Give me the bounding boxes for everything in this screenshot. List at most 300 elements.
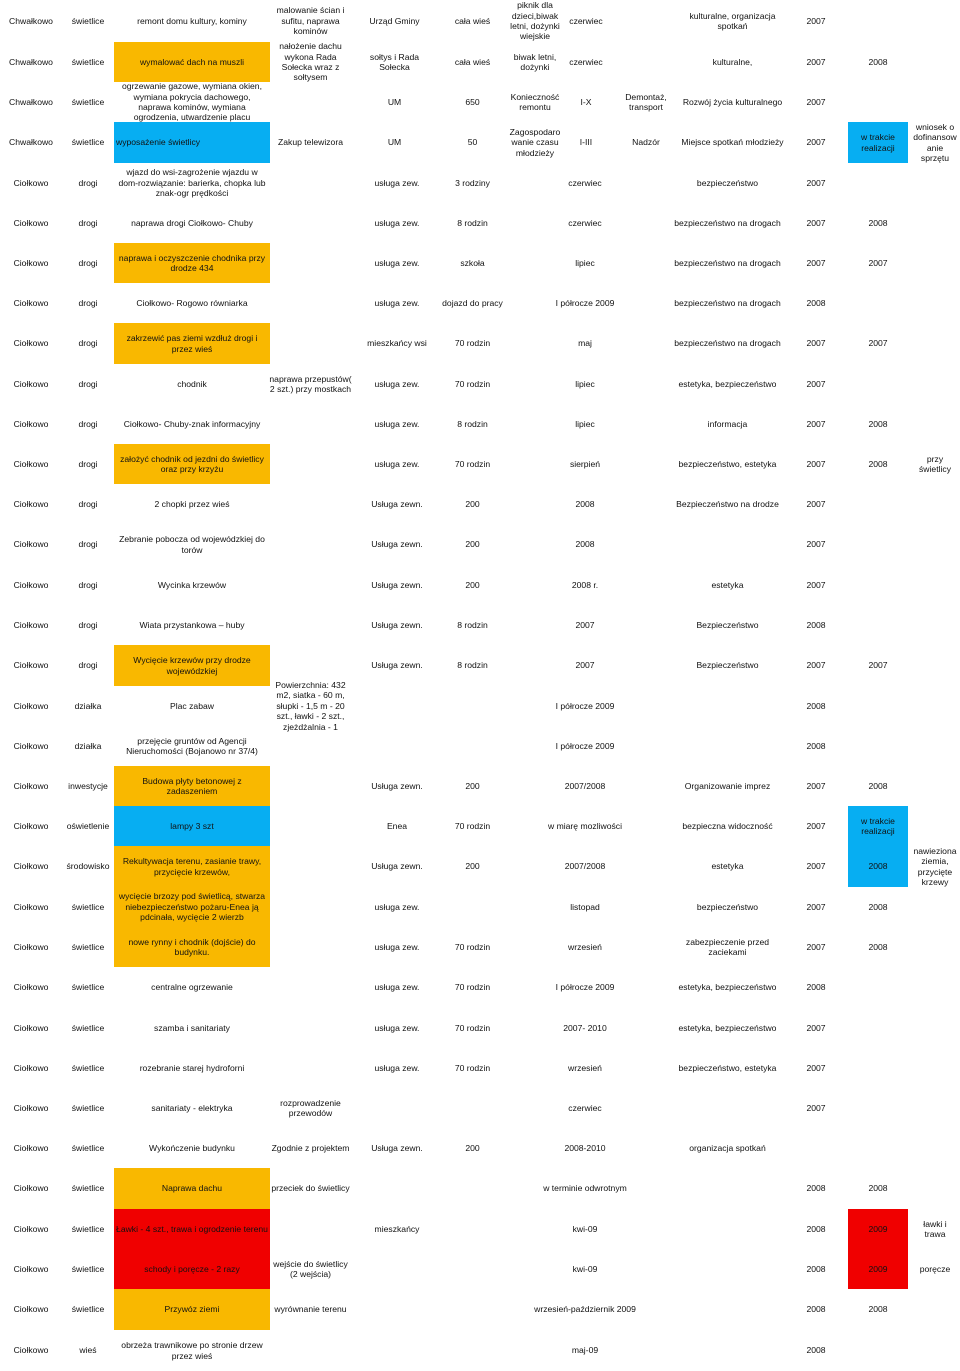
cell-miejscowosc: Ciołkowo [13,941,49,952]
cell-miejscowosc: Chwałkowo [9,15,53,26]
cell-znaczenie: kulturalne, [712,56,753,67]
table-row [0,1249,960,1289]
cell-obszar: drogi [78,619,98,630]
table-row [0,726,960,766]
cell-zakres: malowanie ścian i sufitu, naprawa kominów [276,5,345,37]
cell-realizator: mieszkańcy [374,1223,420,1234]
cell-miejscowosc: Ciołkowo [13,498,49,509]
cell-nazwa: rozebranie starej hydroforni [139,1062,245,1073]
cell-zakres [267,484,354,524]
cell-realizator [354,1289,440,1330]
cell-rok-do [848,163,908,203]
cell-zakres [267,163,354,203]
cell-rok-do: 2008 [868,941,888,952]
cell-nazwa: Rekultywacja terenu, zasianie trawy, przycięcie krzewów, [114,846,270,887]
cell-realizator: usługa zew. [374,941,420,952]
cell-termin: I-III [579,137,593,148]
cell-nazwa: centralne ogrzewanie [151,982,233,993]
cell-uwagi [910,645,960,686]
cell-nazwa: naprawa i oczyszczenie chodnika przy drodze 434 [114,243,270,283]
table-row [0,203,960,243]
cell-miejscowosc: Ciołkowo [13,378,49,389]
cell-cel: piknik dla dzieci,biwak letni, dożynki wiejskie [510,0,560,42]
cell-uwagi [910,605,960,645]
cell-zakres [267,524,354,565]
cell-termin: w miarę mozliwości [547,820,622,831]
cell-zakres [267,1330,354,1371]
cell-uwagi: przy świetlicy [919,453,951,474]
cell-uwagi [910,1048,960,1088]
table-row [0,967,960,1008]
cell-nazwa: Ciołkowo- Rogowo równiarka [136,297,248,308]
cell-znaczenie: zabezpieczenie przed zaciekami [685,936,770,957]
cell-zakres: wyrównanie terenu [274,1304,347,1315]
cell-miejscowosc: Ciołkowo [13,982,49,993]
cell-znaczenie: bezpieczeństwo na drogach [674,338,781,349]
table-row [0,1330,960,1371]
cell-realizator: usługa zew. [374,257,420,268]
table-row [0,42,960,82]
cell-rok-do: 2009 [848,1249,908,1289]
cell-rok-do [848,967,908,1008]
cell-nazwa: Plac zabaw [170,700,214,711]
table-row [0,283,960,323]
cell-znaczenie: estetyka, bezpieczeństwo [678,378,777,389]
cell-miejscowosc: Chwałkowo [9,96,53,107]
cell-rok-od: 2008 [806,740,826,751]
cell-obszar: świetlice [71,1183,105,1194]
cell-uwagi [910,1128,960,1168]
cell-termin: kwi-09 [572,1223,598,1234]
cell-zakres [267,404,354,444]
cell-rok-od: 2008 [806,297,826,308]
cell-termin: czerwiec [568,177,602,188]
cell-obszar: drogi [78,338,98,349]
cell-rok-od: 2008 [806,1345,826,1356]
cell-uwagi [910,565,960,605]
cell-termin: lipiec [575,257,595,268]
cell-rok-do [848,1048,908,1088]
cell-sposob [612,0,680,42]
cell-termin: maj-09 [571,1345,599,1356]
cell-miejscowosc: Ciołkowo [13,1223,49,1234]
cell-miejscowosc: Ciołkowo [13,1022,49,1033]
cell-odbiorcy: 3 rodziny [455,177,490,188]
cell-nazwa: wjazd do wsi-zagrożenie wjazdu w dom-rozwiązanie: barierka, chopka lub znak-ogr prędkości [118,167,266,199]
cell-realizator: usługa zew. [374,217,420,228]
cell-rok-do [848,0,908,42]
cell-rok-do [848,1128,908,1168]
cell-rok-od: 2007 [806,1022,826,1033]
cell-miejscowosc: Ciołkowo [13,297,49,308]
cell-termin: wrzesień [568,1062,602,1073]
cell-uwagi [910,1289,960,1330]
table-row [0,1008,960,1048]
cell-rok-do: 2008 [868,1183,888,1194]
cell-sposob: Nadzór [632,137,660,148]
cell-realizator: Enea [386,820,408,831]
cell-uwagi [910,1168,960,1209]
cell-nazwa: Wykończenie budynku [149,1142,235,1153]
cell-termin: listopad [570,901,600,912]
cell-rok-do: w trakcie realizacji [848,122,908,163]
cell-nazwa: 2 chopki przez wieś [154,498,230,509]
cell-znaczenie: bezpieczeństwo, estetyka [678,458,777,469]
cell-cel: biwak letni, dożynki [513,51,557,72]
cell-obszar: świetlice [71,137,105,148]
cell-odbiorcy: 70 rodzin [454,1062,491,1073]
cell-rok-do [848,726,908,766]
cell-termin: sierpień [569,458,601,469]
cell-uwagi [910,726,960,766]
cell-obszar: świetlice [71,1102,105,1113]
cell-realizator: Usługa zewn. [371,579,423,590]
cell-obszar: świetlice [71,1142,105,1153]
cell-rok-od [790,1128,842,1168]
cell-odbiorcy: 650 [465,96,480,107]
cell-realizator: UM [387,96,402,107]
cell-obszar: działka [74,700,102,711]
cell-rok-od: 2007 [806,941,826,952]
cell-rok-od: 2008 [806,619,826,630]
cell-rok-od: 2007 [806,177,826,188]
cell-obszar: świetlice [71,1263,105,1274]
cell-termin: I półrocze 2009 [555,297,615,308]
cell-termin: wrzesień [568,941,602,952]
cell-rok-do [848,686,908,726]
table-row [0,645,960,686]
cell-uwagi [910,82,960,122]
cell-termin: wrzesień-październik 2009 [534,1304,636,1315]
cell-nazwa: wymalować dach na muszli [114,42,270,82]
cell-termin: czerwiec [569,56,603,67]
cell-miejscowosc: Ciołkowo [13,579,49,590]
cell-zakres: Powierzchnia: 432 m2, siatka - 60 m, słupki - 1,5 m - 20 szt., ławki - 2 szt., zjeżdżalnia - 1 [275,679,346,732]
cell-zakres [267,605,354,645]
cell-rok-od: 2007 [806,137,826,148]
cell-miejscowosc: Ciołkowo [13,820,49,831]
cell-termin: lipiec [575,378,595,389]
cell-nazwa: szamba i sanitariaty [154,1022,230,1033]
cell-realizator [354,1249,440,1289]
cell-miejscowosc: Ciołkowo [13,861,49,872]
cell-odbiorcy [440,1249,505,1289]
cell-nazwa: założyć chodnik od jezdni do świetlicy oraz przy krzyżu [114,444,270,484]
cell-rok-od: 2007 [806,660,826,671]
cell-uwagi [910,42,960,82]
cell-miejscowosc: Ciołkowo [13,1183,49,1194]
table-row [0,806,960,846]
cell-miejscowosc: Ciołkowo [13,539,49,550]
cell-realizator: Usługa zewn. [371,780,423,791]
cell-obszar: świetlice [71,15,105,26]
table-row [0,0,960,42]
cell-realizator [354,1168,440,1209]
cell-realizator: Urząd Gminy [369,15,420,26]
cell-realizator: mieszkańcy wsi [367,338,427,349]
cell-realizator: Usługa zewn. [371,660,423,671]
cell-uwagi [910,927,960,967]
cell-realizator: usługa zew. [374,901,420,912]
cell-odbiorcy: 8 rodzin [457,217,488,228]
cell-rok-od: 2007 [806,498,826,509]
cell-obszar: drogi [78,217,98,228]
cell-znaczenie: estetyka [711,579,744,590]
cell-odbiorcy [440,1168,505,1209]
cell-obszar: drogi [78,660,98,671]
cell-obszar: świetlice [71,1304,105,1315]
cell-rok-do [848,524,908,565]
cell-uwagi [910,766,960,806]
cell-miejscowosc: Ciołkowo [13,1102,49,1113]
cell-rok-od: 2007 [806,418,826,429]
cell-zakres [267,726,354,766]
table-row [0,1209,960,1249]
cell-zakres: wejście do świetlicy (2 wejścia) [273,1258,348,1279]
cell-znaczenie: Rozwój życia kulturalnego [682,96,783,107]
cell-uwagi [910,364,960,404]
cell-odbiorcy: 200 [465,1142,480,1153]
cell-rok-do: 2007 [868,660,888,671]
cell-obszar: drogi [78,297,98,308]
cell-odbiorcy: 50 [467,137,478,148]
cell-realizator: Usługa zewn. [371,619,423,630]
cell-termin: czerwiec [569,15,603,26]
cell-obszar: świetlice [71,1223,105,1234]
cell-rok-do: 2008 [868,217,888,228]
cell-znaczenie: bezpieczeństwo, estetyka [678,1062,777,1073]
cell-nazwa: Przywóz ziemi [114,1289,270,1330]
cell-zakres [267,444,354,484]
cell-miejscowosc: Ciołkowo [13,660,49,671]
cell-odbiorcy: 70 rodzin [454,378,491,389]
cell-termin: I-X [580,96,592,107]
cell-miejscowosc: Ciołkowo [13,1345,49,1356]
cell-znaczenie [665,1168,790,1209]
cell-zakres [267,846,354,887]
cell-znaczenie: Bezpieczeństwo [696,619,759,630]
cell-cel: Konieczność remontu [510,91,560,112]
cell-nazwa: Naprawa dachu [114,1168,270,1209]
cell-nazwa: chodnik [177,378,207,389]
cell-odbiorcy [440,1289,505,1330]
cell-odbiorcy: 70 rodzin [454,338,491,349]
cell-realizator: Usługa zewn. [371,498,423,509]
cell-uwagi [910,887,960,927]
cell-znaczenie: bezpieczeństwo na drogach [674,297,781,308]
cell-miejscowosc: Chwałkowo [9,56,53,67]
cell-rok-do: 2008 [868,901,888,912]
cell-rok-od: 2007 [806,56,826,67]
cell-odbiorcy [440,686,505,726]
cell-uwagi: poręcze [919,1263,951,1274]
cell-odbiorcy: 70 rodzin [454,941,491,952]
cell-realizator: UM [387,137,402,148]
cell-nazwa: sanitariaty - elektryka [151,1102,233,1113]
cell-zakres [267,967,354,1008]
cell-nazwa: przejęcie gruntów od Agencji Nieruchomości (Bojanowo nr 37/4) [126,735,258,756]
cell-termin: I półrocze 2009 [555,982,615,993]
cell-odbiorcy [440,1088,505,1128]
cell-zakres: naprawa przepustów( 2 szt.) przy mostkach [269,373,352,394]
cell-uwagi [910,967,960,1008]
cell-nazwa: Wycięcie krzewów przy drodze wojewódzkiej [114,645,270,686]
cell-termin: 2007- 2010 [563,1022,607,1033]
cell-znaczenie: bezpieczeństwo [696,901,759,912]
cell-miejscowosc: Ciołkowo [13,1142,49,1153]
cell-rok-od: 2007 [806,378,826,389]
cell-nazwa: Wiata przystankowa – huby [139,619,245,630]
cell-cel: Zagospodaro wanie czasu młodzieży [509,126,561,158]
cell-zakres [267,323,354,364]
cell-rok-od: 2008 [806,1223,826,1234]
cell-uwagi: ławki i trawa [923,1218,947,1239]
cell-nazwa: wycięcie brzozy pod świetlicą, stwarza niebezpieczeństwo pożaru-Enea ją pdcinała, wycięcie 2 wierzb [114,887,270,927]
cell-uwagi [910,806,960,846]
cell-znaczenie: estetyka [711,861,744,872]
cell-obszar: drogi [78,177,98,188]
cell-rok-do [848,1330,908,1371]
cell-znaczenie: organizacja spotkań [689,1142,766,1153]
cell-nazwa: zakrzewić pas ziemi wzdłuż drogi i przez wieś [114,323,270,364]
cell-znaczenie [665,1249,790,1289]
cell-odbiorcy: 8 rodzin [457,619,488,630]
cell-zakres: Zakup telewizora [278,137,343,148]
cell-rok-do [848,484,908,524]
cell-termin: 2007/2008 [564,861,606,872]
cell-termin: czerwiec [568,217,602,228]
cell-obszar: drogi [78,498,98,509]
cell-sposob: Demontaż, transport [625,91,667,112]
cell-rok-do: 2009 [848,1209,908,1249]
cell-uwagi: nawieziona ziemia, przycięte krzewy [913,845,957,887]
cell-odbiorcy: 70 rodzin [454,1022,491,1033]
cell-nazwa: schody i poręcze - 2 razy [114,1249,270,1289]
cell-odbiorcy: 70 rodzin [454,458,491,469]
cell-termin: I półrocze 2009 [555,700,615,711]
cell-obszar: drogi [78,539,98,550]
cell-termin: w terminie odwrotnym [543,1183,627,1194]
cell-miejscowosc: Ciołkowo [13,1062,49,1073]
cell-rok-do: 2008 [868,418,888,429]
cell-rok-od: 2008 [806,700,826,711]
cell-zakres: Zgodnie z projektem [271,1142,350,1153]
cell-rok-od: 2007 [806,96,826,107]
cell-obszar: świetlice [71,96,105,107]
cell-obszar: drogi [78,579,98,590]
cell-realizator: usługa zew. [374,418,420,429]
cell-nazwa: nowe rynny i chodnik (dojście) do budynku. [114,927,270,967]
cell-zakres [267,1048,354,1088]
cell-miejscowosc: Ciołkowo [13,901,49,912]
cell-znaczenie: kulturalne, organizacja spotkań [689,10,776,31]
cell-odbiorcy: 200 [465,539,480,550]
cell-odbiorcy [440,726,505,766]
cell-rok-od: 2008 [806,1183,826,1194]
cell-znaczenie: Miejsce spotkań młodzieży [681,137,784,148]
cell-nazwa: naprawa drogi Ciołkowo- Chuby [131,217,253,228]
cell-termin: lipiec [575,418,595,429]
cell-odbiorcy: cała wieś [454,15,491,26]
cell-rok-od: 2007 [806,539,826,550]
cell-rok-od: 2007 [806,1062,826,1073]
cell-rok-do: 2008 [848,846,908,887]
table-row [0,605,960,645]
cell-znaczenie: Bezpieczeństwo na drodze [676,498,779,509]
cell-realizator: usługa zew. [374,177,420,188]
cell-uwagi [910,686,960,726]
cell-miejscowosc: Ciołkowo [13,418,49,429]
cell-zakres: przeciek do świetlicy [271,1183,350,1194]
cell-uwagi: wniosek o dofinansow anie sprzętu [913,121,957,163]
cell-zakres [267,927,354,967]
cell-rok-do [848,565,908,605]
cell-odbiorcy [440,887,505,927]
cell-obszar: wieś [79,1345,97,1356]
cell-uwagi [910,243,960,283]
cell-odbiorcy [440,1330,505,1371]
cell-uwagi [910,1330,960,1371]
cell-rok-od: 2007 [806,901,826,912]
cell-miejscowosc: Ciołkowo [13,338,49,349]
cell-rok-do: 2008 [868,458,888,469]
cell-uwagi [910,323,960,364]
cell-termin: 2008 [575,498,595,509]
cell-obszar: działka [74,740,102,751]
cell-nazwa: obrzeża trawnikowe po stronie drzew przez wieś [121,1340,263,1361]
table-row [0,524,960,565]
cell-znaczenie [665,1209,790,1249]
cell-zakres: nałożenie dachu wykona Rada Sołecka wraz z sołtysem [279,41,342,83]
cell-obszar: oświetlenie [66,820,110,831]
cell-obszar: drogi [78,257,98,268]
cell-rok-do [848,82,908,122]
cell-odbiorcy [440,1209,505,1249]
table-row [0,1048,960,1088]
cell-odbiorcy: 70 rodzin [454,820,491,831]
cell-rok-do: 2008 [868,56,888,67]
cell-termin: I półrocze 2009 [555,740,615,751]
cell-rok-od: 2007 [806,820,826,831]
table-row [0,163,960,203]
cell-rok-od: 2007 [806,257,826,268]
cell-odbiorcy: 200 [465,579,480,590]
cell-rok-od: 2007 [806,15,826,26]
cell-rok-od: 2007 [806,861,826,872]
table-row [0,323,960,364]
cell-uwagi [910,0,960,42]
cell-obszar: świetlice [71,56,105,67]
cell-realizator: usługa zew. [374,378,420,389]
cell-uwagi [910,283,960,323]
cell-obszar: świetlice [71,901,105,912]
cell-rok-do: w trakcie realizacji [848,806,908,846]
cell-zakres [267,565,354,605]
cell-termin: maj [578,338,592,349]
cell-termin: kwi-09 [572,1263,598,1274]
cell-realizator: Usługa zewn. [371,1142,423,1153]
cell-uwagi [910,163,960,203]
cell-odbiorcy: 70 rodzin [454,982,491,993]
cell-rok-od: 2007 [806,780,826,791]
cell-zakres [267,806,354,846]
cell-rok-do [848,605,908,645]
cell-termin: 2008 r. [571,579,599,590]
cell-termin: 2008 [575,539,595,550]
cell-miejscowosc: Ciołkowo [13,700,49,711]
cell-zakres [267,243,354,283]
cell-realizator: usługa zew. [374,1062,420,1073]
